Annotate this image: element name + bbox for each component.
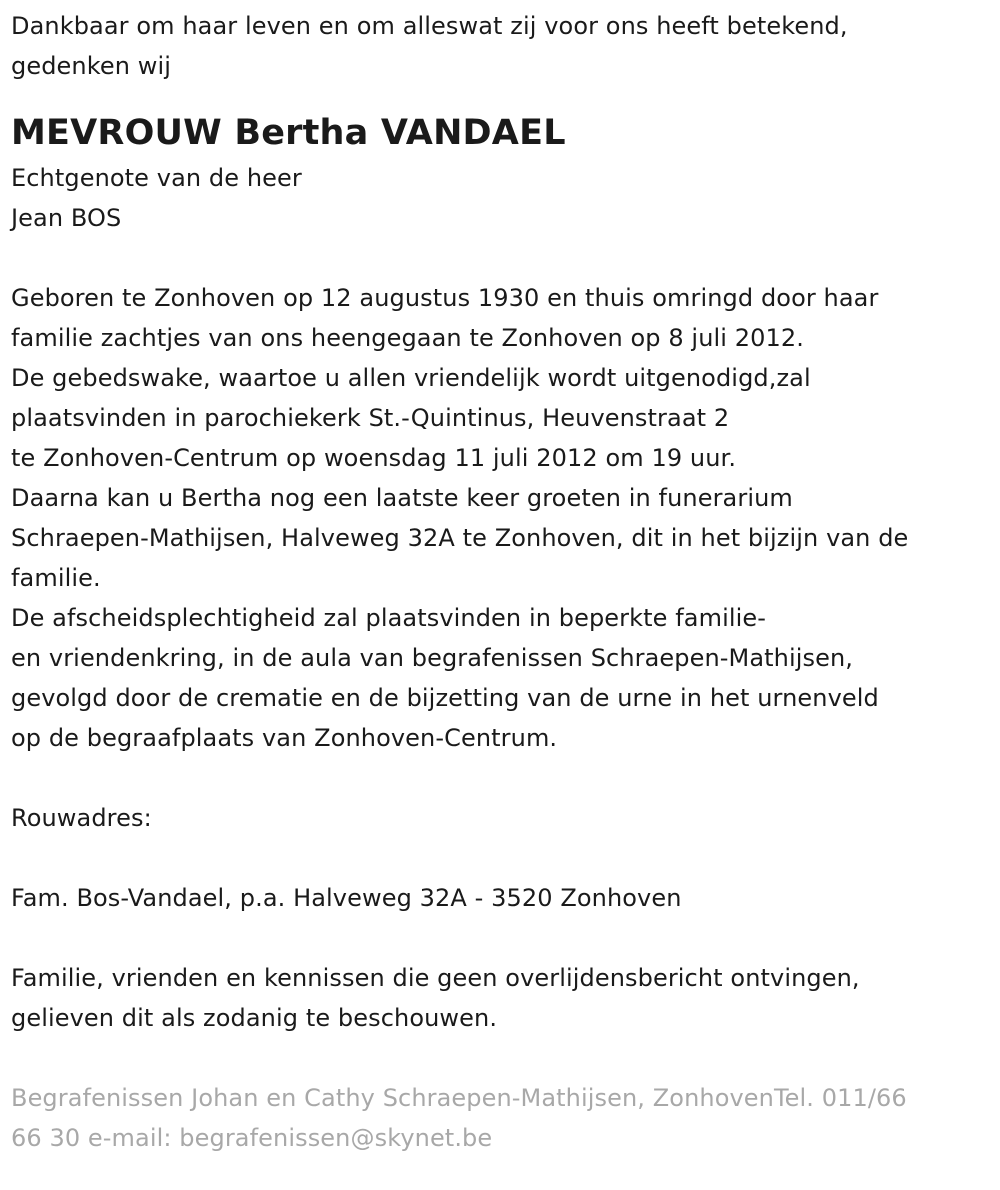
spacer: [11, 918, 991, 958]
body-line: Geboren te Zonhoven op 12 augustus 1930 en thuis omringd door haar: [11, 284, 879, 312]
funeral-home-footer: [11, 1078, 991, 1158]
spouse-name: Jean BOS: [11, 204, 122, 232]
intro-line-1: Dankbaar om haar leven en om alleswat zij voor ons heeft betekend,: [11, 12, 848, 40]
body-line: te Zonhoven-Centrum op woensdag 11 juli 2012 om 19 uur.: [11, 444, 737, 472]
footer-line-1: Begrafenissen Johan en Cathy Schraepen-Mathijsen, ZonhovenTel. 011/66: [11, 1084, 907, 1112]
mourning-address: Fam. Bos-Vandael, p.a. Halveweg 32A - 3520 Zonhoven: [11, 884, 682, 912]
body-line: De gebedswake, waartoe u allen vriendelijk wordt uitgenodigd,zal: [11, 364, 811, 392]
obituary-body: [11, 278, 991, 758]
body-line: familie.: [11, 564, 101, 592]
body-line: op de begraafplaats van Zonhoven-Centrum.: [11, 724, 558, 752]
spacer: [11, 758, 991, 798]
body-line: plaatsvinden in parochiekerk St.-Quintinus, Heuvenstraat 2: [11, 404, 730, 432]
deceased-name: MEVROUW Bertha VANDAEL: [11, 113, 566, 153]
mourning-address-label: Rouwadres:: [11, 804, 152, 832]
body-line: Daarna kan u Bertha nog een laatste keer groeten in funerarium: [11, 484, 793, 512]
obituary-notice: [11, 6, 991, 1158]
footer-line-2: 66 30 e-mail: begrafenissen@skynet.be: [11, 1124, 493, 1152]
body-line: Schraepen-Mathijsen, Halveweg 32A te Zonhoven, dit in het bijzijn van de: [11, 524, 909, 552]
body-line: gevolgd door de crematie en de bijzetting van de urne in het urnenveld: [11, 684, 879, 712]
spacer: [11, 1038, 991, 1078]
body-line: familie zachtjes van ons heengegaan te Zonhoven op 8 juli 2012.: [11, 324, 804, 352]
spacer: [11, 838, 991, 878]
body-line: De afscheidsplechtigheid zal plaatsvinden in beperkte familie-: [11, 604, 767, 632]
relation-text: Echtgenote van de heer: [11, 164, 302, 192]
notice-line-2: gelieven dit als zodanig te beschouwen.: [11, 1004, 498, 1032]
notice-line-1: Familie, vrienden en kennissen die geen overlijdensbericht ontvingen,: [11, 964, 860, 992]
spacer: [11, 238, 991, 278]
intro-line-2: gedenken wij: [11, 52, 172, 80]
body-line: en vriendenkring, in de aula van begrafenissen Schraepen-Mathijsen,: [11, 644, 854, 672]
